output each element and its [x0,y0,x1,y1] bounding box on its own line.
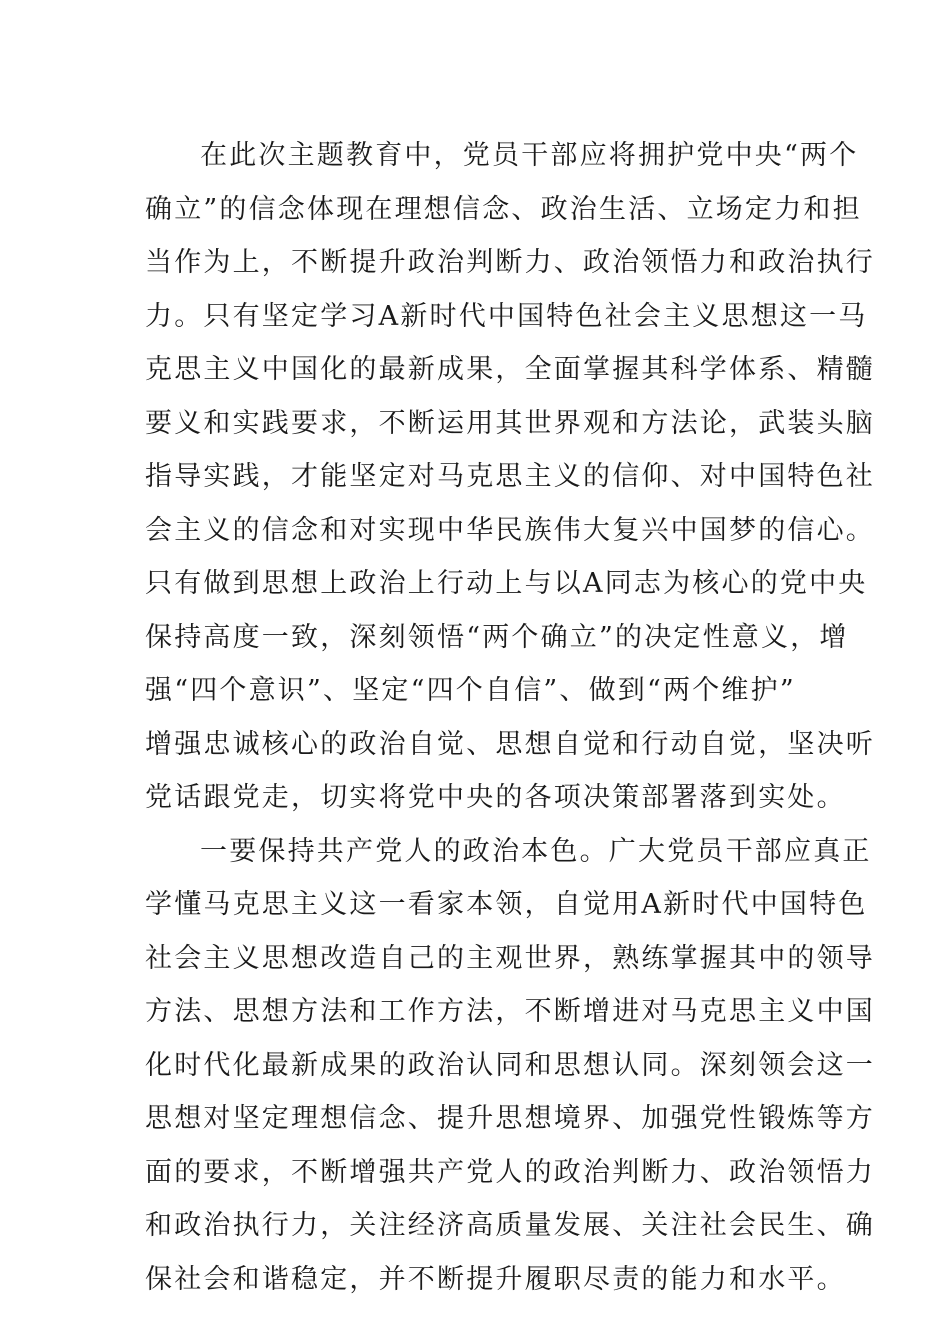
text-line: 会主义的信念和对实现中华民族伟大复兴中国梦的信心。 [145,514,875,546]
text-line: 和政治执行力，关注经济高质量发展、关注社会民生、确 [145,1210,875,1241]
text-line: 思想对坚定理想信念、提升思想境界、加强党性锻炼等方 [145,1103,875,1134]
text-line: 面的要求，不断增强共产党人的政治判断力、政治领悟力 [145,1156,875,1188]
text-line: 保持高度一致，深刻领悟“两个确立”的决定性意义，增 [145,621,849,653]
paragraph-1 [145,129,875,825]
paragraph-2 [145,825,875,1307]
text-line: 在此次主题教育中，党员干部应将拥护党中央“两个 [200,140,859,171]
text-line: 强“四个意识”、坚定“四个自信”、做到“两个维护” [145,675,796,706]
text-line: 保社会和谐稳定，并不断提升履职尽责的能力和水平。 [145,1263,846,1295]
text-line: 力。只有坚定学习A新时代中国特色社会主义思想这一马 [145,300,868,332]
text-line: 克思主义中国化的最新成果，全面掌握其科学体系、精髓 [145,354,875,385]
text-line: 化时代化最新成果的政治认同和思想认同。深刻领会这一 [145,1049,875,1081]
text-line: 指导实践，才能坚定对马克思主义的信仰、对中国特色社 [145,461,875,492]
text-line: 只有做到思想上政治上行动上与以A同志为核心的党中央 [145,568,868,599]
body-text [145,129,875,1306]
text-line: 确立”的信念体现在理想信念、政治生活、立场定力和担 [145,193,862,225]
text-line: 要义和实践要求，不断运用其世界观和方法论，武装头脑 [145,407,875,439]
text-line: 增强忠诚核心的政治自觉、思想自觉和行动自觉，坚决听 [145,728,875,760]
text-line: 社会主义思想改造自己的主观世界，熟练掌握其中的领导 [145,942,875,974]
text-line: 方法、思想方法和工作方法，不断增进对马克思主义中国 [145,996,875,1027]
text-line: 一要保持共产党人的政治本色。广大党员干部应真正 [200,835,872,867]
text-line: 党话跟党走，切实将党中央的各项决策部署落到实处。 [145,782,846,813]
text-line: 当作为上，不断提升政治判断力、政治领悟力和政治执行 [145,247,875,278]
text-line: 学懂马克思主义这一看家本领，自觉用A新时代中国特色 [145,889,868,920]
